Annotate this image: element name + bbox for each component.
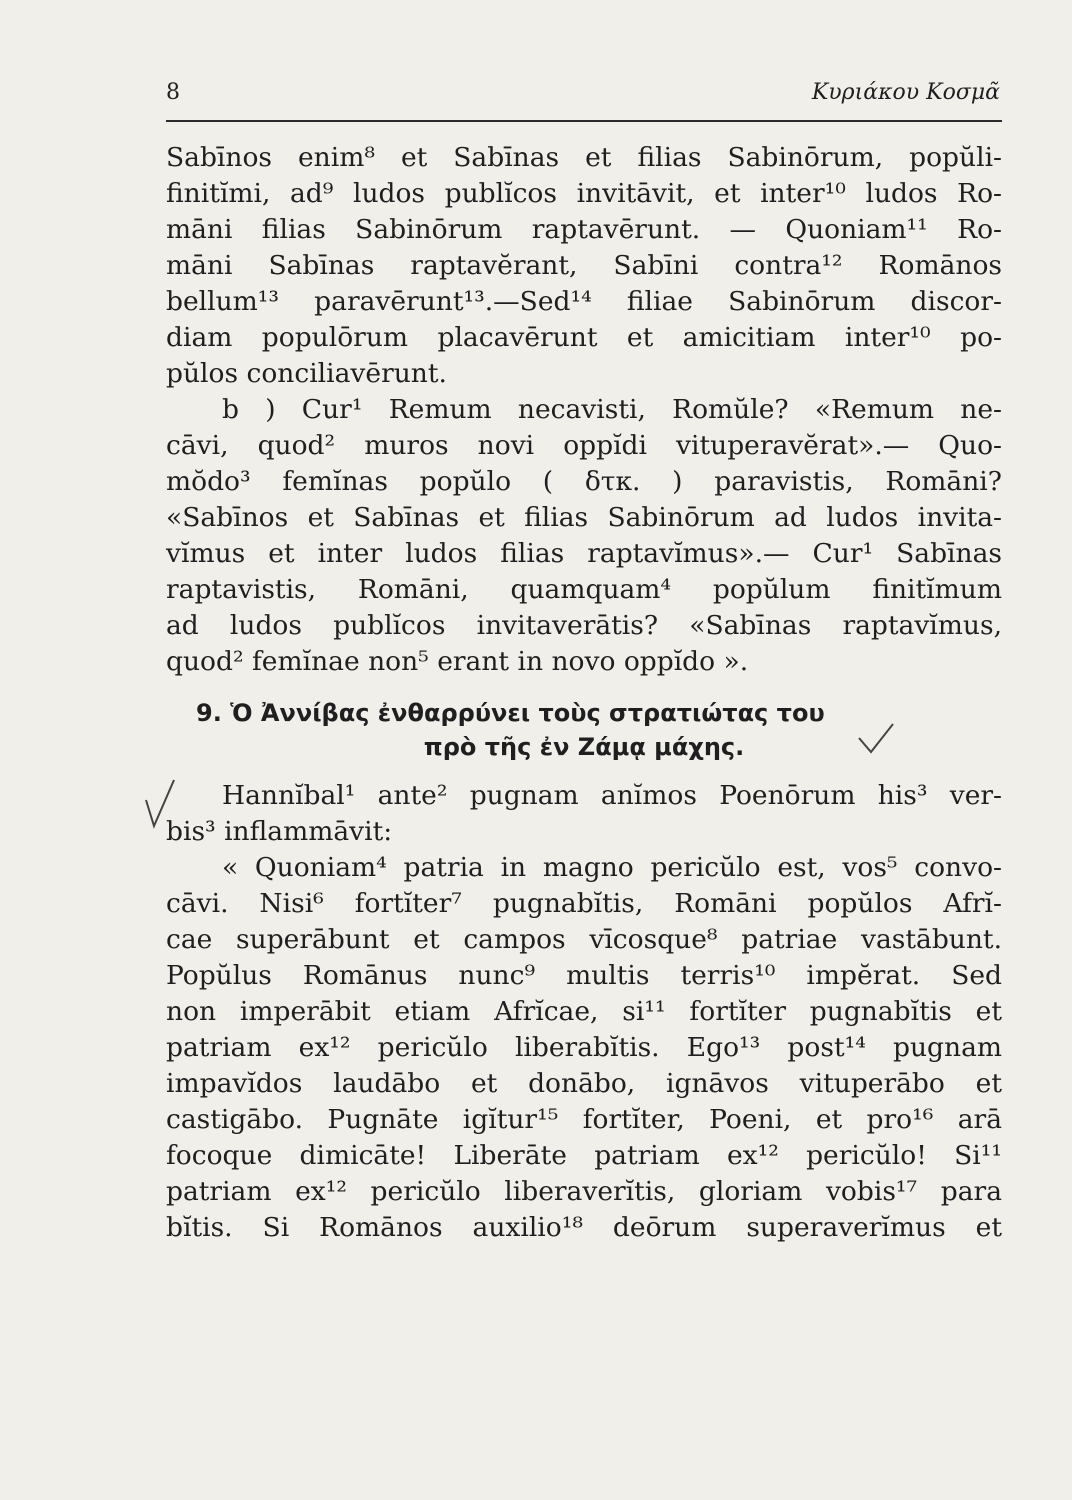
text-line: Popŭlus Romānus nunc⁹ multis terris¹⁰ impĕrat. Sed <box>166 960 1002 991</box>
text-line: bellum¹³ paravērunt¹³.—Sed¹⁴ filiae Sabinōrum discor- <box>166 286 1002 317</box>
text-line: raptavistis, Romāni, quamquam⁴ popŭlum finitĭmum <box>166 574 1002 605</box>
text-line: bĭtis. Si Romānos auxilio¹⁸ deōrum superaverĭmus et <box>166 1212 1002 1243</box>
text-line: pŭlos conciliavērunt. <box>166 358 447 389</box>
paragraph-a <box>166 140 1002 392</box>
text-line: cae superābunt et campos vīcosque⁸ patriae vastābunt. <box>166 924 1002 955</box>
checkmark-icon <box>855 720 897 756</box>
text-line: cāvi, quod² muros novi oppĭdi vituperavĕrat».— Quo- <box>166 430 1002 461</box>
text-line: cāvi. Nisi⁶ fortĭter⁷ pugnabĭtis, Romāni popŭlos Afrĭ- <box>166 888 1002 919</box>
page-number: 8 <box>166 80 180 105</box>
section-heading-line-2: πρὸ τῆς ἐν Ζάμᾳ μάχης. <box>423 733 745 761</box>
text-line: māni Sabīnas raptavĕrant, Sabīni contra¹² Romānos <box>166 250 1002 281</box>
text-line: ad ludos publĭcos invitaverātis? «Sabīnas raptavĭmus, <box>166 610 1002 641</box>
text-line: b ) Cur¹ Remum necavisti, Romŭle? «Remum ne- <box>222 394 1002 425</box>
paragraph-9 <box>166 778 1002 1246</box>
text-line: patriam ex¹² pericŭlo liberabĭtis. Ego¹³ post¹⁴ pugnam <box>166 1032 1002 1063</box>
section-heading-line-1: 9. Ὁ Ἀννίβας ἐνθαρρύνει τοὺς στρατιώτας του <box>196 699 825 727</box>
text-line: «Sabīnos et Sabīnas et filias Sabinōrum ad ludos invita- <box>166 502 1002 533</box>
header-rule <box>166 120 1002 122</box>
text-line: focoque dimicāte! Liberāte patriam ex¹² pericŭlo! Si¹¹ <box>166 1140 1002 1171</box>
checkmark-icon <box>140 776 180 836</box>
running-head: Κυριάκου Κοσμᾶ <box>811 80 1000 105</box>
text-line: patriam ex¹² pericŭlo liberaverĭtis, gloriam vobis¹⁷ para <box>166 1176 1002 1207</box>
page-header <box>166 80 1000 110</box>
text-line: Hannĭbal¹ ante² pugnam anĭmos Poenōrum his³ ver- <box>222 780 1002 811</box>
body-text <box>166 140 1002 1246</box>
text-line: mŏdo³ femĭnas popŭlo ( δτκ. ) paravistis, Romāni? <box>166 466 1002 497</box>
text-line: « Quoniam⁴ patria in magno pericŭlo est, vos⁵ convo- <box>222 852 1002 883</box>
text-line: bis³ inflammāvit: <box>166 816 393 847</box>
text-line: castigābo. Pugnāte igĭtur¹⁵ fortĭter, Poeni, et pro¹⁶ arā <box>166 1104 1002 1135</box>
spacer <box>166 680 1002 694</box>
paragraph-b <box>166 392 1002 680</box>
text-line: non imperābit etiam Afrĭcae, si¹¹ fortĭter pugnabĭtis et <box>166 996 1002 1027</box>
text-line: impavĭdos laudābo et donābo, ignāvos vituperābo et <box>166 1068 1002 1099</box>
text-line: diam populōrum placavērunt et amicitiam inter¹⁰ po- <box>166 322 1002 353</box>
text-line: vĭmus et inter ludos filias raptavĭmus».— Cur¹ Sabīnas <box>166 538 1002 569</box>
text-line: māni filias Sabinōrum raptavērunt. — Quoniam¹¹ Ro- <box>166 214 1002 245</box>
text-line: quod² femĭnae non⁵ erant in novo oppĭdo ». <box>166 646 749 677</box>
spacer <box>166 764 1002 778</box>
text-line: finitĭmi, ad⁹ ludos publĭcos invitāvit, et inter¹⁰ ludos Ro- <box>166 178 1002 209</box>
text-line: Sabīnos enim⁸ et Sabīnas et filias Sabinōrum, popŭli- <box>166 142 1002 173</box>
